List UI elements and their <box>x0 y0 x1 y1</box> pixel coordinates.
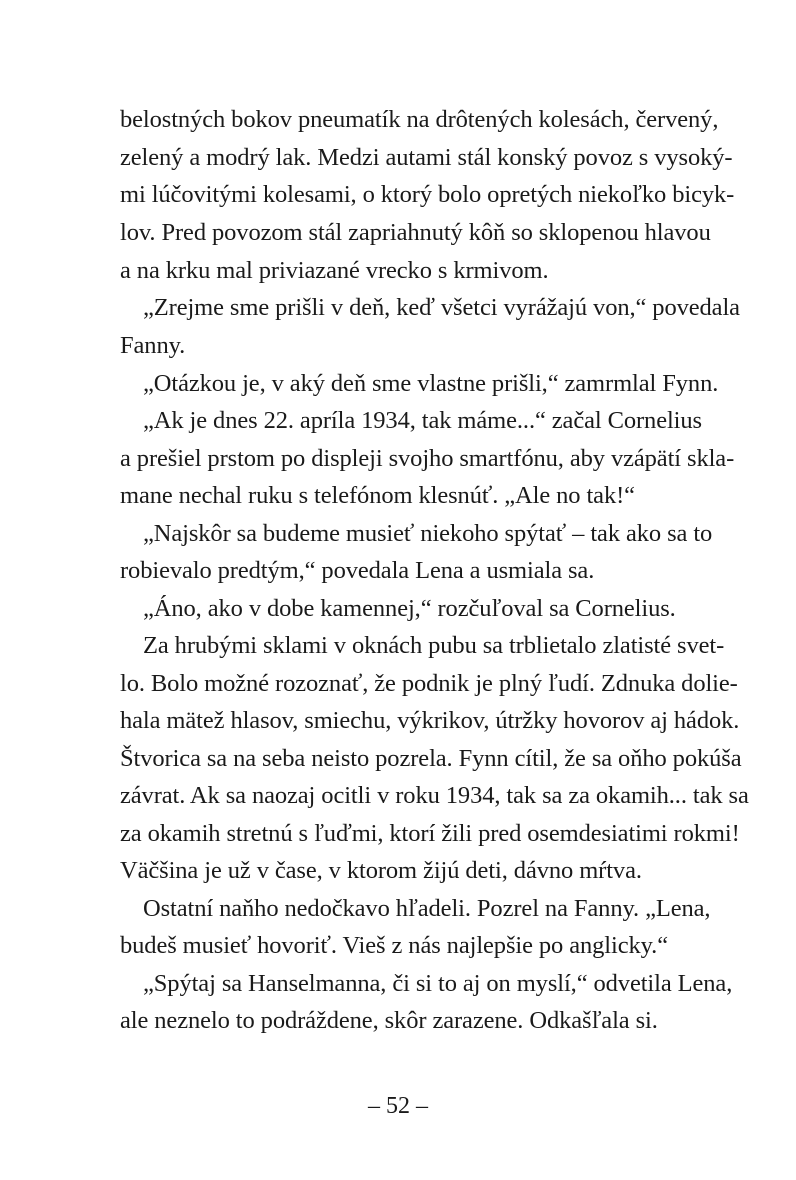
text-line: Väčšina je už v čase, v ktorom žijú deti, dávno mŕtva. <box>120 857 642 884</box>
text-line: Za hrubými sklami v oknách pubu sa trblietalo zlatisté svet- <box>143 632 725 659</box>
text-line: mane nechal ruku s telefónom klesnúť. „Ale no tak!“ <box>120 482 635 509</box>
text-line: Ostatní naňho nedočkavo hľadeli. Pozrel na Fanny. „Lena, <box>143 895 711 922</box>
text-line: a prešiel prstom po displeji svojho smartfónu, aby vzápätí skla- <box>120 445 735 472</box>
text-line: belostných bokov pneumatík na drôtených kolesách, červený, <box>120 106 719 133</box>
text-line: závrat. Ak sa naozaj ocitli v roku 1934, tak sa za okamih... tak sa <box>120 782 749 809</box>
text-line: „Zrejme sme prišli v deň, keď všetci vyrážajú von,“ povedala <box>143 294 740 321</box>
text-line: „Áno, ako v dobe kamennej,“ rozčuľoval sa Cornelius. <box>143 595 676 622</box>
text-line: „Najskôr sa budeme musieť niekoho spýtať – tak ako sa to <box>143 520 713 547</box>
text-line: mi lúčovitými kolesami, o ktorý bolo opretých niekoľko bicyk- <box>120 181 735 208</box>
text-line: robievalo predtým,“ povedala Lena a usmiala sa. <box>120 557 595 584</box>
text-line: lo. Bolo možné rozoznať, že podnik je plný ľudí. Zdnuka dolie- <box>120 670 738 697</box>
text-line: ale neznelo to podráždene, skôr zarazene. Odkašľala si. <box>120 1007 658 1034</box>
text-line: za okamih stretnú s ľuďmi, ktorí žili pred osemdesiatimi rokmi! <box>120 820 740 847</box>
text-line: „Ak je dnes 22. apríla 1934, tak máme...“ začal Cornelius <box>143 407 702 434</box>
text-line: „Spýtaj sa Hanselmanna, či si to aj on myslí,“ odvetila Lena, <box>143 970 733 997</box>
page-number: – 52 – <box>368 1093 428 1119</box>
text-line: a na krku mal priviazané vrecko s krmivom. <box>120 257 549 284</box>
text-line: Fanny. <box>120 332 186 359</box>
text-line: „Otázkou je, v aký deň sme vlastne prišli,“ zamrmlal Fynn. <box>143 370 719 397</box>
text-line: Štvorica sa na seba neisto pozrela. Fynn cítil, že sa oňho pokúša <box>120 745 742 772</box>
text-line: budeš musieť hovoriť. Vieš z nás najlepšie po anglicky.“ <box>120 932 668 959</box>
text-line: lov. Pred povozom stál zapriahnutý kôň so sklopenou hlavou <box>120 219 711 246</box>
text-line: hala mätež hlasov, smiechu, výkrikov, útržky hovorov aj hádok. <box>120 707 740 734</box>
text-line: zelený a modrý lak. Medzi autami stál konský povoz s vysoký- <box>120 144 733 171</box>
